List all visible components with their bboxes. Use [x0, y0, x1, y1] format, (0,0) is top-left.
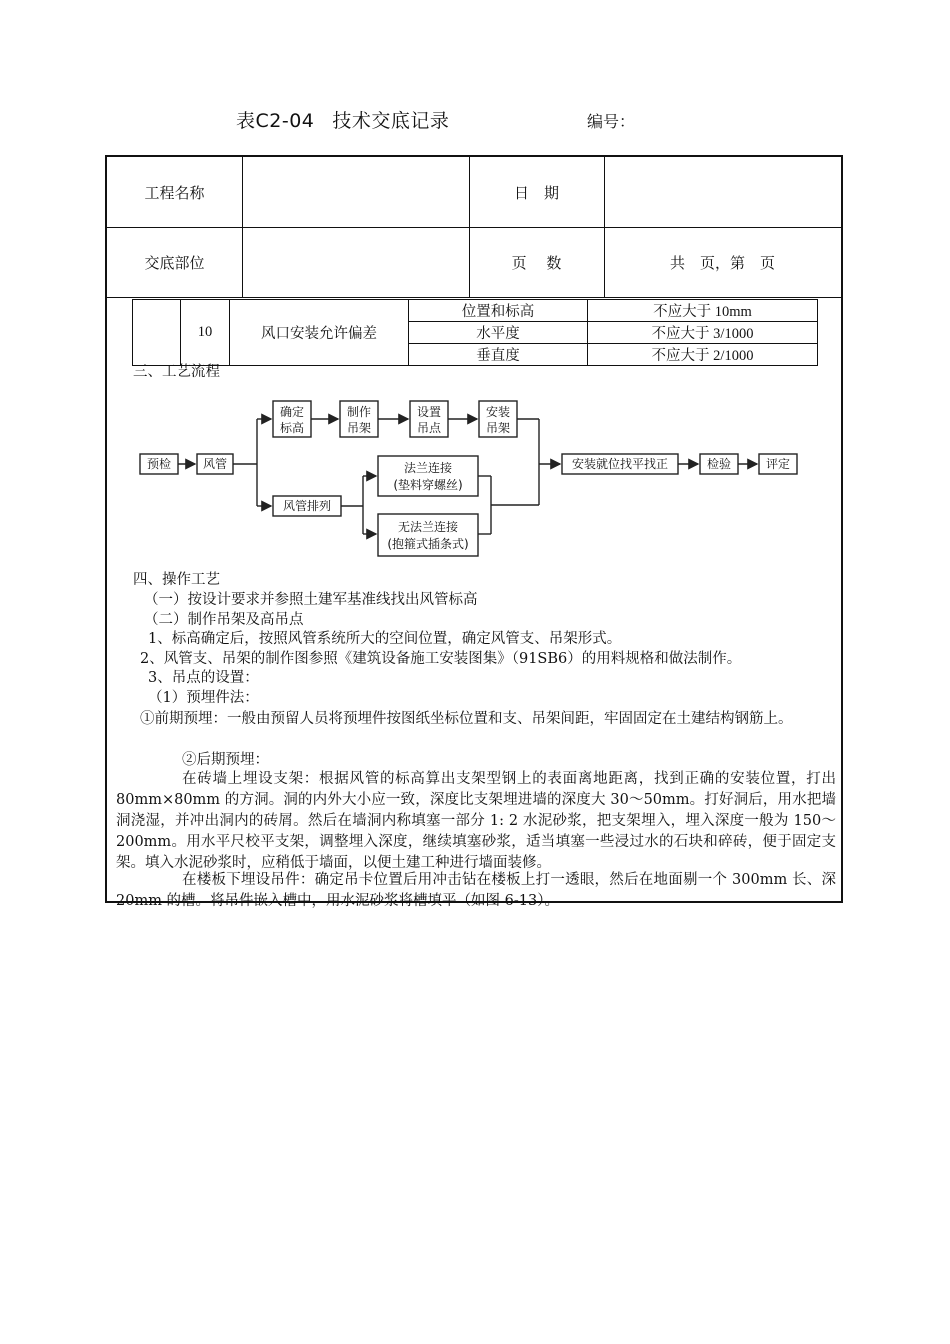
pages-value: 共 页，第 页 — [669, 254, 775, 272]
form-code: 表C2-04 — [236, 110, 315, 132]
svg-text:检验: 检验 — [706, 457, 732, 471]
svg-text:无法兰连接: 无法兰连接 — [397, 520, 459, 534]
item-number: 10 — [181, 300, 230, 366]
svg-text:法兰连接: 法兰连接 — [403, 461, 453, 475]
svg-text:标高: 标高 — [279, 421, 305, 435]
paragraph-2: 2、风管支、吊架的制作图参照《建筑设备施工安装图集》（91SB6）的用料规格和做法制作。 — [140, 651, 742, 667]
svg-text:设置: 设置 — [416, 405, 442, 419]
svg-text:吊架: 吊架 — [485, 421, 511, 435]
svg-text:确定: 确定 — [279, 405, 305, 419]
paragraph-4: （1）预埋件法： — [148, 690, 259, 706]
flow-step-inspect — [700, 454, 738, 474]
date-value[interactable] — [604, 157, 841, 227]
paragraph-3: 3、吊点的设置： — [148, 670, 259, 686]
sub-step-2: （二）制作吊架及高吊点 — [144, 612, 304, 628]
table-row — [133, 300, 818, 322]
svg-text:吊架: 吊架 — [346, 421, 372, 435]
paragraph-late-embed-title: ②后期预埋： — [182, 752, 269, 768]
flow-step-duct-arrange — [273, 496, 341, 516]
svg-text:(垫料穿螺丝): (垫料穿螺丝) — [393, 478, 463, 492]
check-item: 水平度 — [409, 322, 588, 344]
date-label: 日 期 — [513, 183, 559, 202]
deviation-table — [132, 299, 818, 366]
flow-step-install-hanger — [479, 401, 517, 437]
form-name: 技术交底记录 — [332, 110, 450, 132]
section4-heading: 四、操作工艺 — [133, 572, 220, 588]
tolerance-limit: 不应大于 2/1000 — [588, 344, 818, 366]
sub-step-1: （一）按设计要求并参照土建军基准线找出风管标高 — [144, 592, 478, 608]
project-name-value[interactable] — [242, 157, 469, 227]
info-row-section — [107, 228, 841, 298]
pages-label: 页 数 — [511, 254, 562, 272]
paragraph-wall-support: 在砖墙上埋设支架：根据风管的标高算出支架型钢上的表面离地距离，找到正确的安装位置，打出 80mm×80mm 的方洞。洞的内外大小应一致，深度比支架埋进墙的深度大 30～50mm。打好洞后，用水把墙洞浇湿，并冲出洞内的砖屑。然后在墙洞内称填塞一部分 1: 2 水泥砂浆，把支架埋入，埋入深度一般为 150～200mm。用水平尺校平支架，调整埋入深度，继续填塞砂浆，适当填塞一些浸过水的石块和碎砖，便于固定支架。填入水泥砂浆时，应稍低于墙面，以便土建工种进行墙面装修。 — [116, 771, 836, 871]
flow-step-precheck — [140, 454, 178, 474]
section-label: 交底部位 — [144, 254, 205, 272]
svg-text:预检: 预检 — [146, 457, 172, 471]
serial-number-label: 编号： — [587, 112, 636, 131]
paragraph-1: 1、标高确定后，按照风管系统所大的空间位置，确定风管支、吊架形式。 — [148, 631, 622, 647]
svg-text:吊点: 吊点 — [416, 421, 442, 435]
check-item: 垂直度 — [409, 344, 588, 366]
svg-text:风管: 风管 — [202, 457, 228, 471]
item-name: 风口安装允许偏差 — [230, 300, 409, 366]
svg-text:风管排列: 风管排列 — [282, 499, 332, 513]
svg-text:(抱箍式插条式): (抱箍式插条式) — [387, 537, 469, 551]
section3-heading: 三、工艺流程 — [133, 364, 220, 380]
paragraph-early-embed: ①前期预埋：一般由预留人员将预埋件按图纸坐标位置和支、吊架间距，牢固固定在土建结构钢筋上。 — [140, 711, 793, 727]
blank-cell — [133, 300, 181, 366]
process-flow-chart — [135, 386, 825, 566]
flow-step-duct — [197, 454, 233, 474]
flow-step-install-level — [562, 454, 678, 474]
flow-step-determine-elevation — [273, 401, 311, 437]
svg-text:评定: 评定 — [765, 457, 791, 471]
tolerance-limit: 不应大于 3/1000 — [588, 322, 818, 344]
flow-step-make-hanger — [340, 401, 378, 437]
paragraph-slab-hanger: 在楼板下埋设吊件：确定吊卡位置后用冲击钻在楼板上打一透眼，然后在地面剔一个 300mm 长、深 20mm 的槽。将吊件嵌入槽中，用水泥砂浆将槽填平（如图 6-13）。 — [116, 872, 836, 909]
flow-step-set-hanging-point — [410, 401, 448, 437]
flow-step-flange-connection — [378, 456, 478, 496]
svg-text:安装就位找平找正: 安装就位找平找正 — [571, 457, 669, 471]
svg-text:安装: 安装 — [485, 405, 511, 419]
tolerance-limit: 不应大于 10mm — [588, 300, 818, 322]
flow-step-evaluate — [759, 454, 797, 474]
project-name-label: 工程名称 — [144, 183, 205, 202]
info-row-project — [107, 157, 841, 228]
check-item: 位置和标高 — [409, 300, 588, 322]
record-form — [105, 155, 843, 909]
svg-text:制作: 制作 — [346, 405, 372, 419]
flow-step-flangeless-connection — [378, 514, 478, 556]
document-title — [236, 106, 449, 133]
section-value[interactable] — [242, 228, 469, 297]
